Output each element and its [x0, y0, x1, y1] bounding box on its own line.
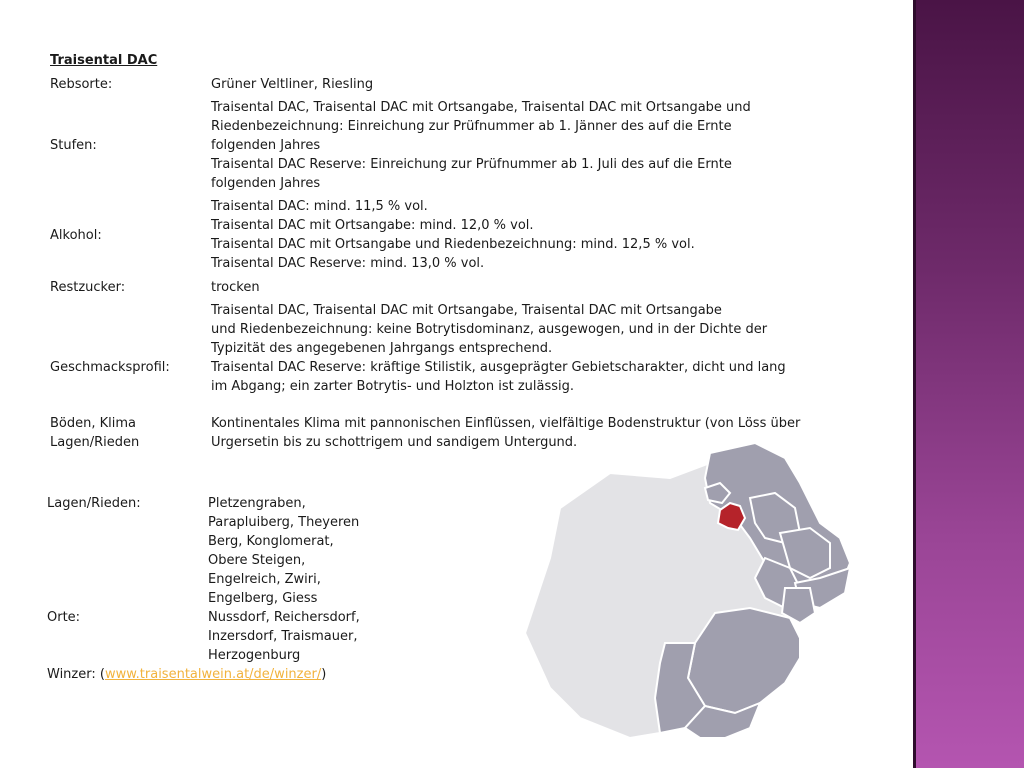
alkohol-value — [211, 197, 861, 273]
boeden-line: Urgersetin bis zu schottrigem und sandigem Untergund. — [211, 435, 578, 450]
decorative-sidebar — [913, 0, 1024, 768]
boeden-label-line: Böden, Klima — [50, 416, 137, 431]
stufen-line: Traisental DAC Reserve: Einreichung zur Prüfnummer ab 1. Juli des auf die Ernte — [211, 157, 732, 172]
page-title: Traisental DAC — [50, 53, 158, 68]
orte-row — [47, 608, 447, 665]
boeden-row — [50, 414, 870, 452]
lagen-line: Pletzengraben, — [208, 496, 306, 511]
restzucker-row — [50, 278, 870, 297]
winzer-suffix: ) — [321, 667, 327, 682]
stufen-label: Stufen: — [50, 138, 97, 153]
geschmacksprofil-value — [211, 301, 861, 396]
lagen-row — [47, 494, 447, 608]
orte-label: Orte: — [47, 610, 81, 625]
restzucker-label: Restzucker: — [50, 280, 126, 295]
stufen-value — [211, 98, 861, 193]
lagen-line: Engelreich, Zwiri, — [208, 572, 321, 587]
stufen-line: Riedenbezeichnung: Einreichung zur Prüfnummer ab 1. Jänner des auf die Ernte — [211, 119, 732, 134]
alkohol-label: Alkohol: — [50, 228, 102, 243]
alkohol-line: Traisental DAC mit Ortsangabe und Riedenbezeichnung: mind. 12,5 % vol. — [211, 237, 695, 252]
orte-line: Herzogenburg — [208, 648, 301, 663]
boeden-label — [50, 414, 205, 452]
geschmacksprofil-line: Traisental DAC Reserve: kräftige Stilistik, ausgeprägter Gebietscharakter, dicht und lang — [211, 360, 786, 375]
alkohol-row — [50, 197, 870, 273]
restzucker-value: trocken — [211, 280, 260, 295]
boeden-label-line: Lagen/Rieden — [50, 435, 140, 450]
lagen-label: Lagen/Rieden: — [47, 496, 141, 511]
geschmacksprofil-label: Geschmacksprofil: — [50, 360, 170, 375]
rebsorte-row — [50, 75, 870, 94]
geschmacksprofil-line: und Riedenbezeichnung: keine Botrytisdominanz, ausgewogen, und in der Dichte der — [211, 322, 768, 337]
lagen-line: Berg, Konglomerat, — [208, 534, 334, 549]
orte-value — [208, 608, 458, 665]
lagen-line: Obere Steigen, — [208, 553, 306, 568]
geschmacksprofil-line: Traisental DAC, Traisental DAC mit Ortsangabe, Traisental DAC mit Ortsangabe — [211, 303, 722, 318]
geschmacksprofil-row — [50, 301, 870, 396]
lagen-line: Engelberg, Giess — [208, 591, 318, 606]
stufen-line: Traisental DAC, Traisental DAC mit Ortsangabe, Traisental DAC mit Ortsangabe und — [211, 100, 751, 115]
geschmacksprofil-line: im Abgang; ein zarter Botrytis- und Holzton ist zulässig. — [211, 379, 575, 394]
austria-map — [510, 438, 855, 740]
lagen-value — [208, 494, 458, 608]
rebsorte-value: Grüner Veltliner, Riesling — [211, 77, 374, 92]
boeden-value — [211, 414, 861, 452]
winzer-link[interactable]: www.traisentalwein.at/de/winzer/ — [104, 667, 322, 682]
winzer-row — [47, 665, 326, 684]
boeden-line: Kontinentales Klima mit pannonischen Einflüssen, vielfältige Bodenstruktur (von Löss über — [211, 416, 801, 431]
lagen-line: Parapluiberg, Theyeren — [208, 515, 360, 530]
orte-line: Nussdorf, Reichersdorf, — [208, 610, 360, 625]
geschmacksprofil-line: Typizität des angegebenen Jahrgangs entsprechend. — [211, 341, 553, 356]
stufen-line: folgenden Jahres — [211, 138, 321, 153]
alkohol-line: Traisental DAC: mind. 11,5 % vol. — [211, 199, 428, 214]
winzer-prefix: Winzer: ( — [47, 667, 105, 682]
stufen-line: folgenden Jahres — [211, 176, 321, 191]
stufen-row — [50, 98, 870, 193]
alkohol-line: Traisental DAC mit Ortsangabe: mind. 12,0 % vol. — [211, 218, 534, 233]
orte-line: Inzersdorf, Traismauer, — [208, 629, 358, 644]
alkohol-line: Traisental DAC Reserve: mind. 13,0 % vol. — [211, 256, 485, 271]
rebsorte-label: Rebsorte: — [50, 77, 113, 92]
